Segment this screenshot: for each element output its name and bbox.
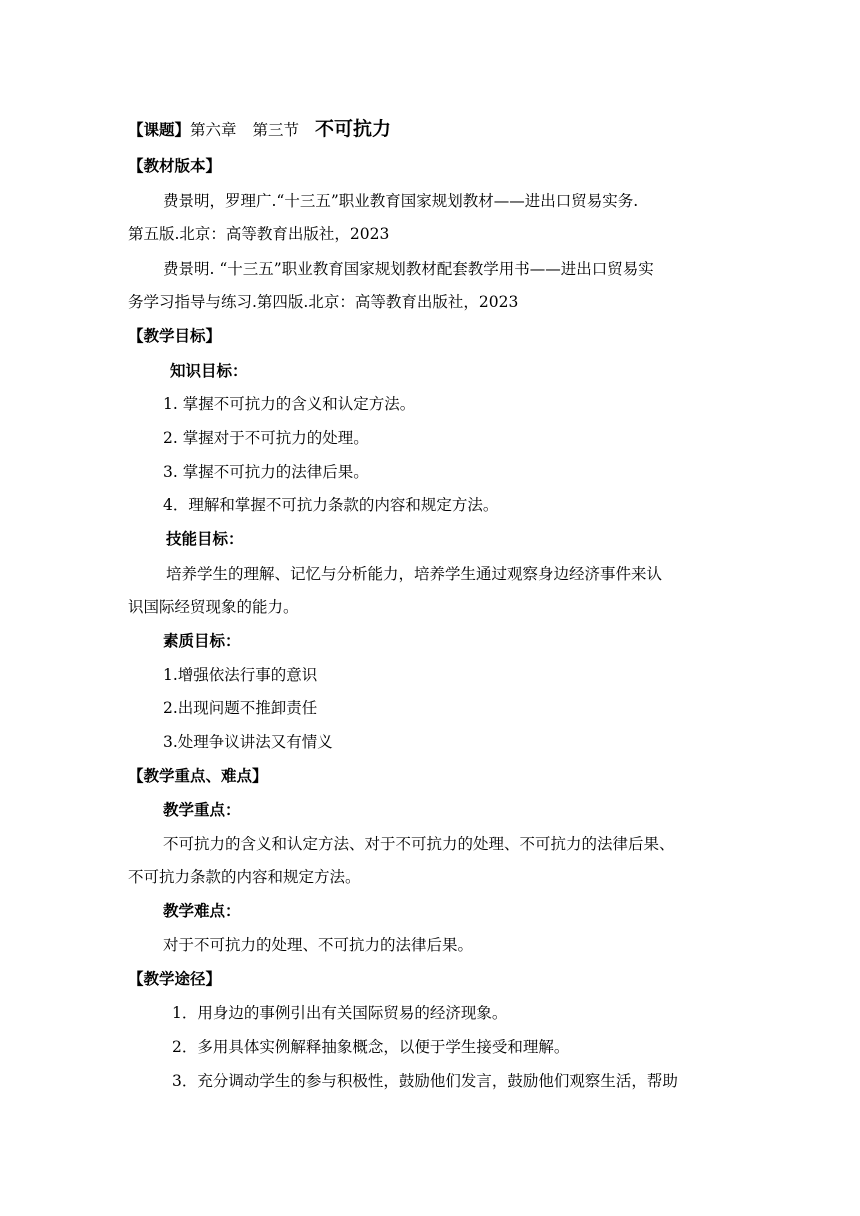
textbook-ref2-line1: 费景明. “十三五”职业教育国家规划教材配套教学用书——进出口贸易实 — [163, 260, 654, 278]
lesson-title — [128, 117, 391, 141]
lesson-title-label: 【课题】 — [128, 120, 191, 139]
skill-heading: 技能目标： — [166, 529, 244, 548]
approach-item: 1．用身边的事例引出有关国际贸易的经济现象。 — [172, 1004, 508, 1022]
lesson-topic: 不可抗力 — [315, 118, 392, 140]
keypoints-heading: 【教学重点、难点】 — [128, 766, 268, 785]
skill-text-line2: 识国际经贸现象的能力。 — [128, 598, 299, 616]
approach-item: 3．充分调动学生的参与积极性，鼓励他们发言，鼓励他们观察生活，帮助 — [172, 1072, 678, 1090]
difficulty-text: 对于不可抗力的处理、不可抗力的法律后果。 — [163, 936, 474, 954]
lesson-chapter: 第六章 — [190, 121, 237, 139]
knowledge-item: 4．理解和掌握不可抗力条款的内容和规定方法。 — [163, 496, 499, 514]
textbook-ref1-line2: 第五版.北京：高等教育出版社，2023 — [128, 225, 390, 243]
objectives-heading: 【教学目标】 — [128, 326, 222, 345]
textbook-ref1-line1: 费景明，罗理广.“十三五”职业教育国家规划教材——进出口贸易实务. — [163, 192, 639, 210]
approach-item: 2．多用具体实例解释抽象概念，以便于学生接受和理解。 — [172, 1038, 570, 1056]
skill-text-line1: 培养学生的理解、记忆与分析能力，培养学生通过观察身边经济事件来认 — [166, 565, 663, 583]
knowledge-item: 1. 掌握不可抗力的含义和认定方法。 — [163, 395, 416, 413]
quality-item: 3.处理争议讲法又有情义 — [163, 733, 333, 751]
textbook-ref2-line2: 务学习指导与练习.第四版.北京：高等教育出版社，2023 — [128, 293, 519, 311]
focus-heading: 教学重点： — [163, 800, 241, 819]
knowledge-item: 2. 掌握对于不可抗力的处理。 — [163, 429, 369, 447]
knowledge-heading: 知识目标： — [170, 361, 248, 380]
textbook-heading: 【教材版本】 — [128, 156, 222, 175]
lesson-section: 第三节 — [252, 121, 300, 139]
difficulty-heading: 教学难点： — [163, 901, 241, 920]
quality-item: 2.出现问题不推卸责任 — [163, 699, 318, 717]
quality-item: 1.增强依法行事的意识 — [163, 666, 318, 684]
knowledge-item: 3. 掌握不可抗力的法律后果。 — [163, 463, 369, 481]
approach-heading: 【教学途径】 — [128, 969, 222, 988]
focus-text-line2: 不可抗力条款的内容和规定方法。 — [128, 868, 361, 886]
focus-text-line1: 不可抗力的含义和认定方法、对于不可抗力的处理、不可抗力的法律后果、 — [163, 835, 675, 853]
quality-heading: 素质目标： — [163, 631, 241, 650]
